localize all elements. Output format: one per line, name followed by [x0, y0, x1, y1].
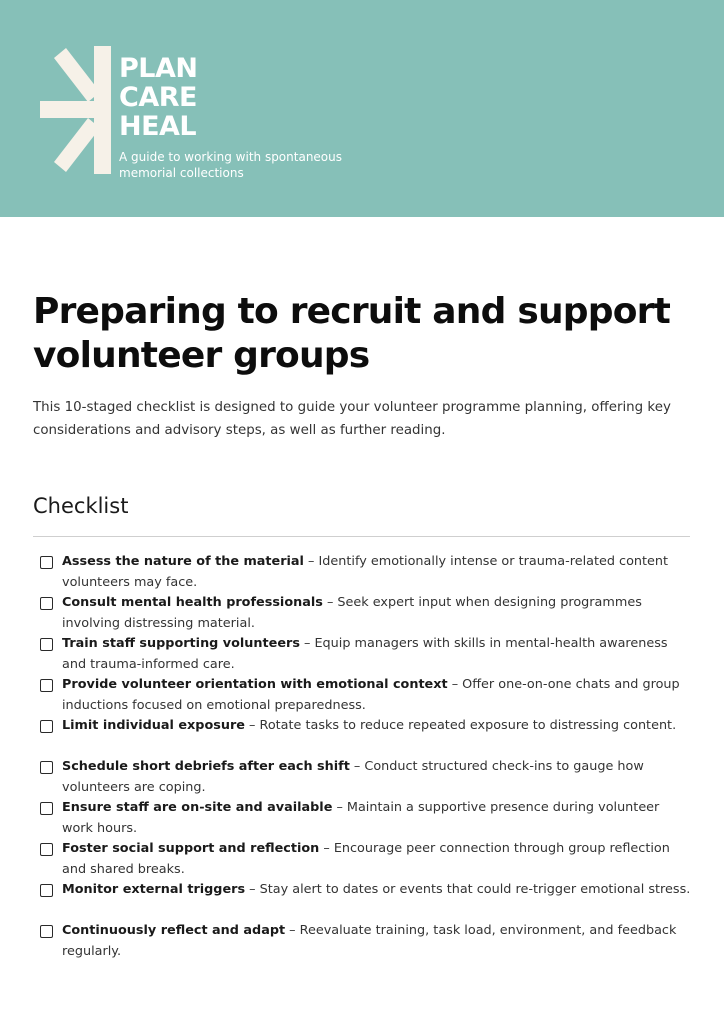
- checklist-item: [40, 880, 695, 921]
- brand-block: [119, 54, 359, 181]
- brand-subtitle: A guide to working with spontaneous memorial collections: [119, 150, 343, 180]
- checklist-item-text: [62, 880, 692, 901]
- checklist-item-title: Schedule short debriefs after each shift: [62, 759, 350, 774]
- checkbox-icon[interactable]: [40, 761, 53, 774]
- asterisk-logo-icon: [40, 46, 114, 174]
- checklist-item-description: – Offer one-on-one chats and group inductions focused on emotional preparedness.: [62, 677, 680, 713]
- checklist-item-title: Foster social support and reflection: [62, 841, 320, 856]
- checklist-item: [40, 798, 695, 839]
- checklist-item-text: [62, 552, 692, 593]
- checkbox-icon[interactable]: [40, 802, 53, 815]
- checkbox-icon[interactable]: [40, 597, 53, 610]
- checklist-item-title: Consult mental health professionals: [62, 595, 323, 610]
- brand-word-heal: HEAL: [119, 111, 197, 142]
- checklist-item-text: [62, 839, 692, 880]
- checklist-item-text: [62, 675, 692, 716]
- checklist-item-description: – Seek expert input when designing programmes involving distressing material.: [62, 595, 642, 631]
- checklist-item: [40, 634, 695, 675]
- checklist-heading: Checklist: [33, 494, 129, 518]
- checklist-item: [40, 593, 695, 634]
- checklist-item-description: – Identify emotionally intense or trauma-related content volunteers may face.: [62, 554, 669, 590]
- checklist-item-text: [62, 716, 692, 737]
- checklist-item-title: Monitor external triggers: [62, 882, 246, 897]
- header-banner: [0, 0, 724, 217]
- brand-word-plan: PLAN: [119, 53, 198, 84]
- checklist-item-description: – Conduct structured check-ins to gauge how volunteers are coping.: [62, 759, 644, 795]
- checkbox-icon[interactable]: [40, 884, 53, 897]
- intro-paragraph: This 10-staged checklist is designed to guide your volunteer programme planning, offering key considerations and advisory steps, as well as further reading.: [33, 400, 671, 438]
- checklist-item-title: Continuously reflect and adapt: [62, 923, 286, 938]
- checklist-item-description: – Encourage peer connection through group reflection and shared breaks.: [62, 841, 670, 877]
- checklist-item-description: – Stay alert to dates or events that could re-trigger emotional stress.: [245, 882, 691, 897]
- checklist-item-title: Train staff supporting volunteers: [62, 636, 300, 651]
- checkbox-icon[interactable]: [40, 556, 53, 569]
- checklist-item: [40, 552, 695, 593]
- checklist-item-description: – Reevaluate training, task load, environment, and feedback regularly.: [62, 923, 677, 959]
- checklist-item: [40, 839, 695, 880]
- checklist-item: [40, 716, 695, 757]
- checklist-item-title: Limit individual exposure: [62, 718, 245, 733]
- checklist-item-text: [62, 634, 692, 675]
- checklist-item-text: [62, 757, 692, 798]
- checklist-item: [40, 757, 695, 798]
- checklist-item: [40, 921, 695, 962]
- checkbox-icon[interactable]: [40, 925, 53, 938]
- section-divider: [33, 536, 690, 537]
- page-title: Preparing to recruit and support volunteer groups: [33, 291, 671, 376]
- checkbox-icon[interactable]: [40, 638, 53, 651]
- checklist-item-text: [62, 798, 692, 839]
- checklist-item-title: Assess the nature of the material: [62, 554, 304, 569]
- checklist-item: [40, 675, 695, 716]
- checklist: [40, 552, 695, 962]
- brand-word-care: CARE: [119, 82, 197, 113]
- checklist-item-description: – Rotate tasks to reduce repeated exposure to distressing content.: [244, 718, 677, 733]
- checklist-item-title: Ensure staff are on-site and available: [62, 800, 333, 815]
- checklist-item-title: Provide volunteer orientation with emotional context: [62, 677, 448, 692]
- checklist-item-description: – Equip managers with skills in mental-health awareness and trauma-informed care.: [62, 636, 668, 672]
- checkbox-icon[interactable]: [40, 843, 53, 856]
- checklist-item-description: – Maintain a supportive presence during volunteer work hours.: [62, 800, 660, 836]
- checkbox-icon[interactable]: [40, 720, 53, 733]
- checklist-item-text: [62, 593, 692, 634]
- checkbox-icon[interactable]: [40, 679, 53, 692]
- checklist-item-text: [62, 921, 692, 962]
